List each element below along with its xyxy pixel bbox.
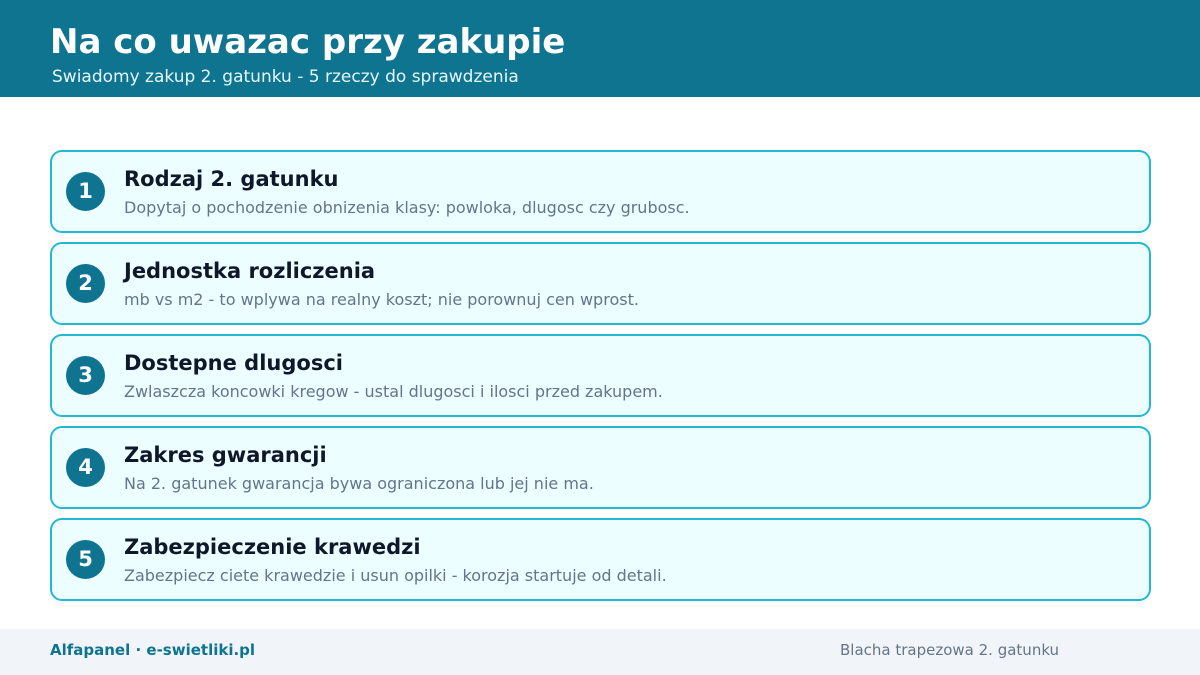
page-title: Na co uwazac przy zakupie [50,22,566,62]
header-banner [0,0,1200,97]
item-title: Zabezpieczenie krawedzi [124,535,421,559]
item-description: Na 2. gatunek gwarancja bywa ograniczona lub jej nie ma. [124,474,594,493]
item-description: Dopytaj o pochodzenie obnizenia klasy: powloka, dlugosc czy grubosc. [124,198,690,217]
item-title: Rodzaj 2. gatunku [124,167,339,191]
footer-brand: Alfapanel · e-swietliki.pl [50,641,256,659]
item-number-badge: 3 [66,356,105,395]
item-description: Zwlaszcza koncowki kregow - ustal dlugosci i ilosci przed zakupem. [124,382,663,401]
checklist-item [50,334,1151,417]
item-description: Zabezpiecz ciete krawedzie i usun opilki - korozja startuje od detali. [124,566,667,585]
item-title: Dostepne dlugosci [124,351,343,375]
footer-note: Blacha trapezowa 2. gatunku [840,641,1060,659]
page-subtitle: Swiadomy zakup 2. gatunku - 5 rzeczy do sprawdzenia [52,67,519,87]
item-number-badge: 4 [66,448,105,487]
footer-bar [0,629,1200,675]
checklist [50,150,1151,610]
item-number-badge: 1 [66,172,105,211]
checklist-item [50,518,1151,601]
item-title: Zakres gwarancji [124,443,327,467]
item-title: Jednostka rozliczenia [124,259,376,283]
item-number-badge: 2 [66,264,105,303]
checklist-item [50,242,1151,325]
checklist-item [50,150,1151,233]
checklist-item [50,426,1151,509]
item-description: mb vs m2 - to wplywa na realny koszt; nie porownuj cen wprost. [124,290,639,309]
item-number-badge: 5 [66,540,105,579]
